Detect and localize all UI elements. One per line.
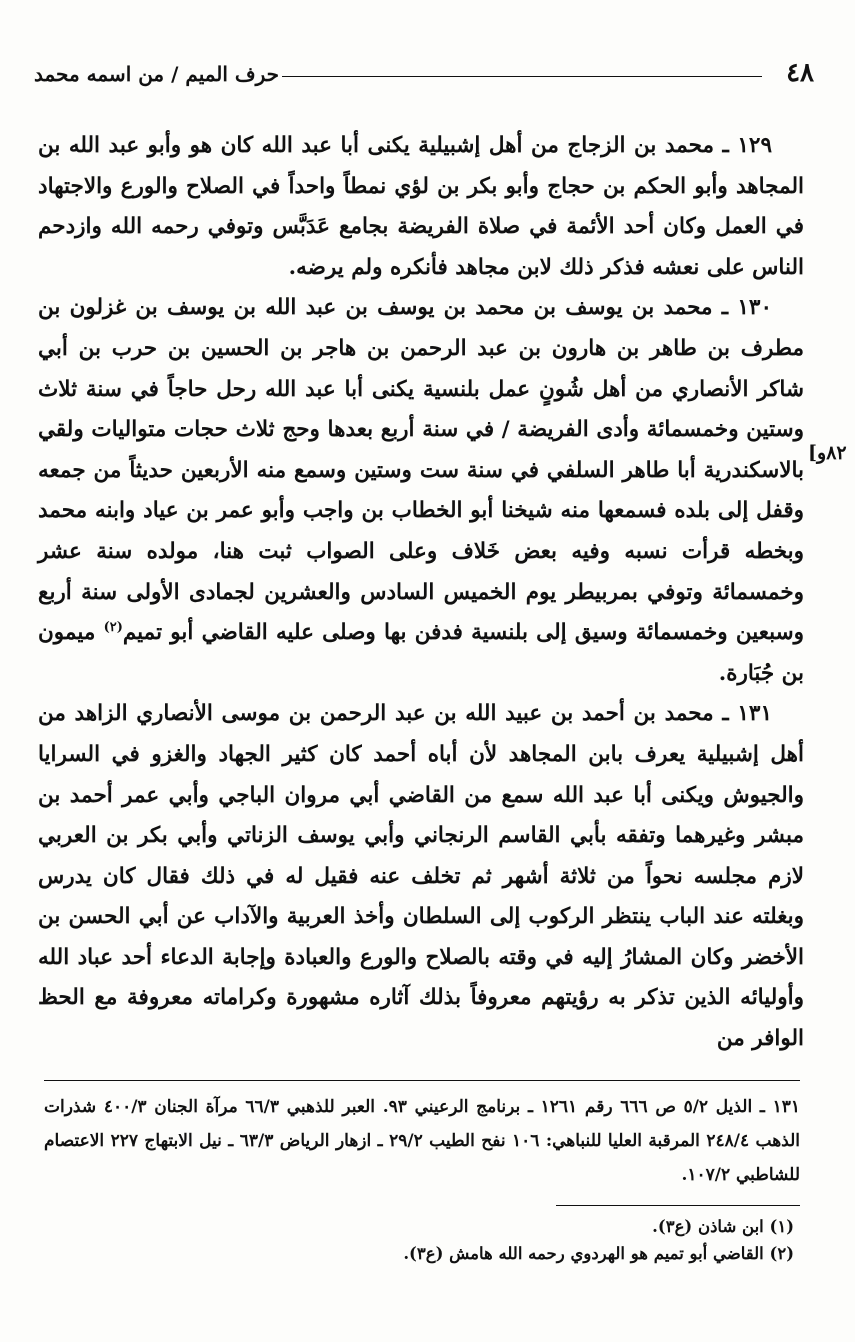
margin-folio-note: [٨٢و <box>808 442 847 464</box>
entry-129: ١٢٩ ـ محمد بن الزجاج من أهل إشبيلية يكنى أبا عبد الله كان هو وأبو عبد الله بن المجاهد وأبو الحكم بن حجاج وأبو بكر بن لؤي نمطاً واحداً في الصلاح والورع والاجتهاد في العمل وكان أحد الأئمة في صلاة الفريضة بجامع عَدَبَّس وتوفي رحمه الله وازدحم الناس على نعشه فذكر ذلك لابن مجاهد فأنكره ولم يرضه. <box>38 133 804 280</box>
entry-131: ١٣١ ـ محمد بن أحمد بن عبيد الله بن عبد الرحمن بن موسى الأنصاري الزاهد من أهل إشبيلية يعرف بابن المجاهد لأن أباه أحمد كان كثير الجهاد والغزو في السرايا والجيوش ويكنى أبا عبد الله سمع من القاضي أبي مروان الباجي وأبي عمر أحمد بن مبشر وغيرهما وتفقه بأبي القاسم الرنجاني وأبي يوسف الزناتي وأبي بكر بن العربي لازم مجلسه نحواً من ثلاثة أشهر ثم تخلف عنه فقيل له في ذلك فقال كان يدرس وبغلته عند الباب ينتظر الركوب إلى السلطان وأخذ العربية والآداب عن أبي الحسن بن الأخضر وكان المشارُ إليه في وقته بالصلاح والورع والعبادة وإجابة الدعاء أحد عباد الله وأوليائه الذين تذكر به رؤيتهم معروفاً بذلك آثاره مشهورة وكراماته معروفة مع الحظ الوافر من <box>38 701 804 1052</box>
footnotes <box>44 1213 800 1267</box>
running-title: حرف الميم / من اسمه محمد <box>34 62 280 86</box>
page-header <box>34 58 814 92</box>
page-number: ٤٨ <box>786 58 814 88</box>
main-text <box>38 126 804 1060</box>
source-notes <box>44 1090 800 1192</box>
entry-130-text: ١٣٠ ـ محمد بن يوسف بن محمد بن يوسف بن عبد الله بن يوسف بن غزلون بن مطرف بن طاهر بن هارون بن عبد الرحمن بن هاجر بن الحسين بن حرب بن أبي شاكر الأنصاري من أهل شُونٍ عمل بلنسية يكنى أبا عبد الله رحل حاجاً في سنة ثلاث وستين وخمسمائة وأدى الفريضة / في سنة أربع بعدها وحج ثلاث حجات متواليات ولقي بالاسكندرية أبا طاهر السلفي في سنة ست وستين وسمع منه الأربعين حديثاً من جمعه وقفل إلى بلده فسمعها منه شيخنا أبو الخطاب بن واجب وأبو عمر بن عياد وابنه محمد وبخطه قرأت نسبه وفيه بعض خَلاف وعلى الصواب ثبت هنا، مولده سنة عشر وخمسمائة وتوفي بمربيطر يوم الخميس السادس والعشرين لجمادى الأولى سنة أربع وسبعين وخمسمائة وسيق إلى بلنسية فدفن بها وصلى عليه القاضي أبو تميم <box>38 295 804 646</box>
entry-130-end: ميمون بن جُبَارة. <box>38 620 804 686</box>
footnote-2: (٢) القاضي أبو تميم هو الهردوي رحمه الله هامش (ع٣). <box>403 1244 794 1263</box>
source-note-131: ١٣١ ـ الذيل ٥/٢ ص ٦٦٦ رقم ١٢٦١ ـ برنامج الرعيني ٩٣. العبر للذهبي ٦٦/٣ مرآة الجنان ٤٠٠/٣ شذرات الذهب ٢٤٨/٤ المرقبة العليا للنباهي: ١٠٦ نفح الطيب ٢٩/٢ ـ ازهار الرياض ٦٣/٣ ـ نيل الابتهاج ٢٢٧ الاعتصام للشاطبي ١٠٧/٢. <box>44 1097 800 1185</box>
header-rule <box>282 76 762 77</box>
sources-separator <box>44 1080 800 1081</box>
footnotes-separator <box>556 1205 800 1206</box>
footnote-1: (١) ابن شاذن (ع٣). <box>652 1217 794 1236</box>
footnote-ref-2[interactable]: (٢) <box>103 619 123 635</box>
entry-130 <box>38 288 804 694</box>
